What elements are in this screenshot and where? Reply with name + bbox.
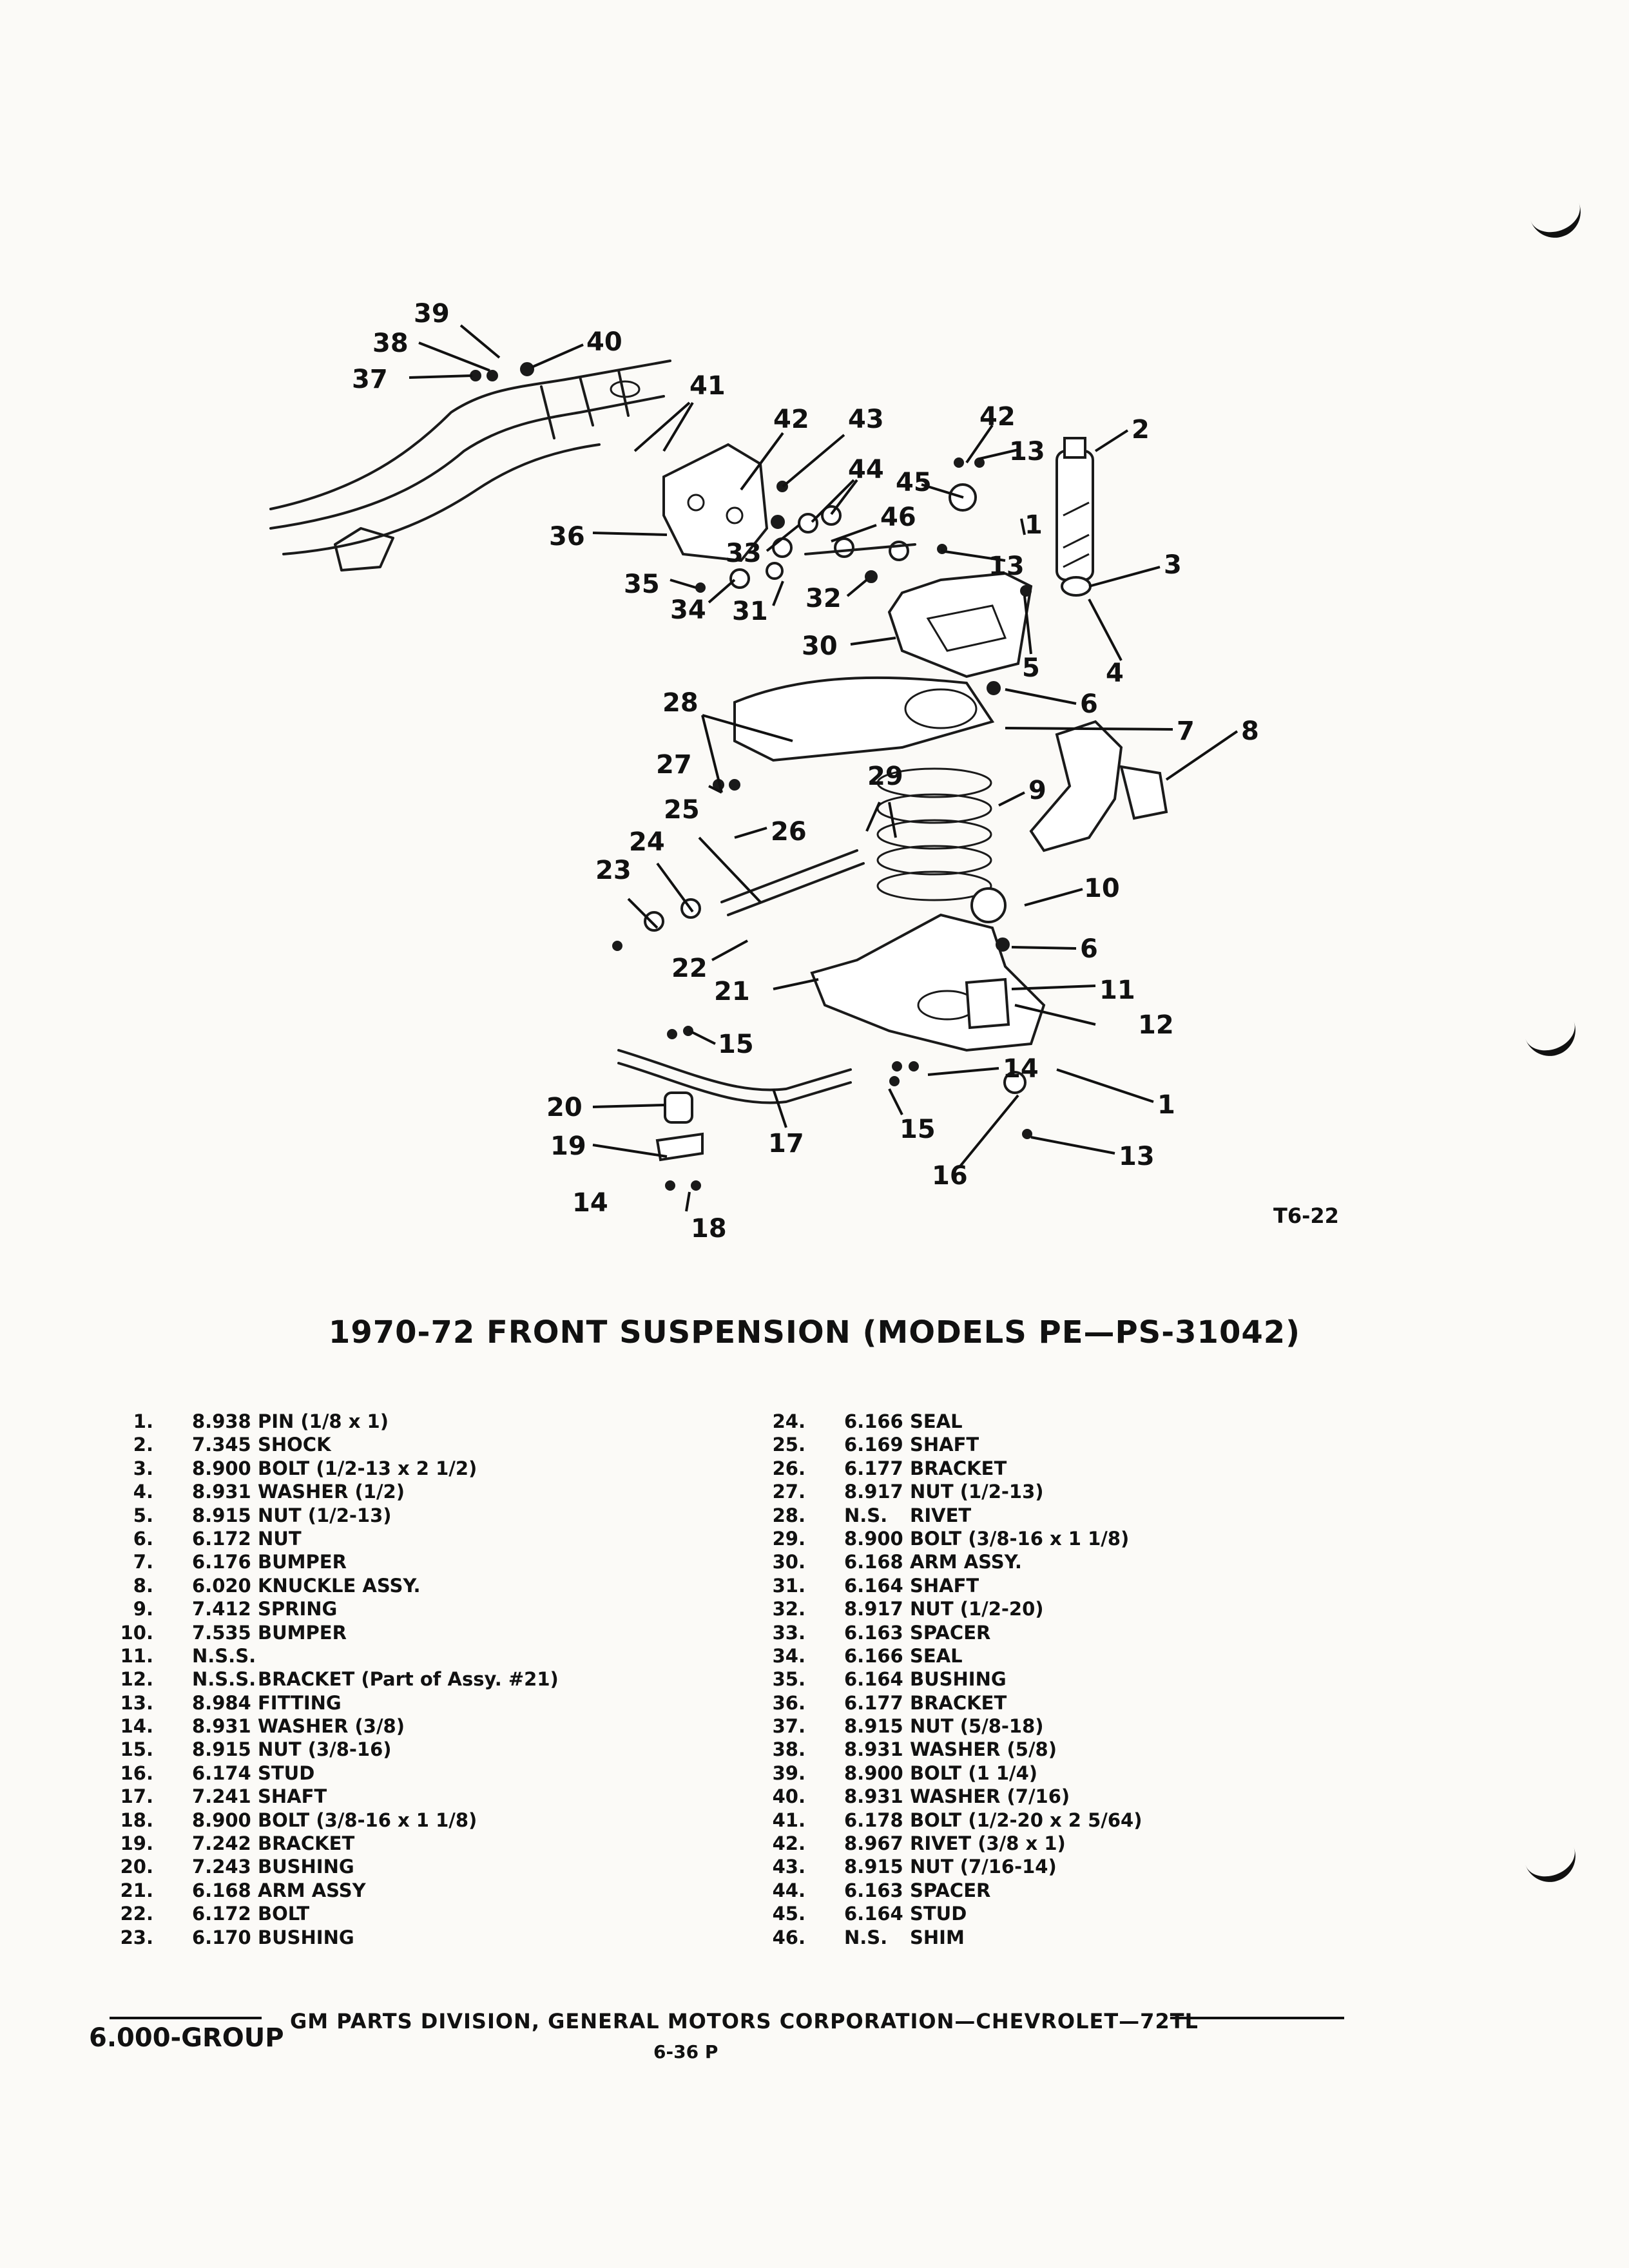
part-catalog-number: 6.176 [192,1551,251,1573]
callout-11: 11 [1099,975,1135,1005]
callout-21: 21 [714,977,750,1006]
part-catalog-number: 6.166 [844,1644,903,1667]
part-catalog-number: 7.241 [192,1785,251,1808]
part-number-index: 14. [120,1715,153,1738]
part-number-index: 37. [772,1715,805,1738]
callout-1a: 1 [1025,510,1043,540]
part-catalog-number: 6.164 [844,1903,903,1925]
part-number-index: 35. [772,1668,805,1691]
callout-23: 23 [595,856,631,885]
part-description: KNUCKLE ASSY. [258,1574,421,1597]
stabilizer-bracket-drawing [657,1093,702,1160]
part-description: NUT (7/16-14) [910,1856,1057,1878]
part-description: BUSHING [910,1668,1007,1691]
part-description: SHAFT [258,1785,327,1808]
part-description: BRACKET [258,1832,355,1855]
part-description: PIN (1/8 x 1) [258,1410,389,1432]
callout-13a: 13 [1009,437,1045,466]
part-number-index: 18. [120,1809,153,1831]
part-description: SPRING [258,1598,338,1620]
part-number-index: 10. [120,1621,153,1644]
part-catalog-number: 6.172 [192,1903,251,1925]
callout-18: 18 [691,1214,727,1244]
part-number-index: 44. [772,1879,805,1901]
footer-rule-right [1170,2017,1344,2019]
part-number-index: 32. [772,1598,805,1620]
part-description: SHOCK [258,1434,331,1456]
part-catalog-number: 6.172 [192,1527,251,1550]
part-catalog-number: N.S. [844,1504,888,1526]
part-catalog-number: 6.170 [192,1926,251,1948]
callout-26: 26 [771,817,807,847]
part-number-index: 8. [133,1574,153,1597]
part-number-index: 17. [120,1785,153,1808]
part-catalog-number: 6.177 [844,1457,903,1479]
part-catalog-number: 8.967 [844,1832,903,1855]
part-description: STUD [910,1903,967,1925]
part-catalog-number: 7.535 [192,1621,251,1644]
callout-24: 24 [629,827,665,857]
part-catalog-number: 6.174 [192,1762,251,1784]
part-description: BOLT (3/8-16 x 1 1/8) [258,1809,477,1831]
part-number-index: 16. [120,1762,153,1784]
part-catalog-number: 6.178 [844,1809,903,1831]
part-number-index: 31. [772,1574,805,1597]
callout-15a: 15 [718,1030,754,1059]
callout-25: 25 [664,795,700,825]
part-description: ARM ASSY. [910,1551,1022,1573]
figure-title: 1970-72 FRONT SUSPENSION (MODELS PE—PS-31042) [328,1314,1301,1350]
callout-8: 8 [1241,716,1259,746]
part-catalog-number: 6.169 [844,1434,903,1456]
shock-absorber-drawing [1057,438,1093,595]
part-number-index: 46. [772,1926,805,1948]
part-catalog-number: 6.168 [192,1879,251,1901]
part-catalog-number: 6.164 [844,1668,903,1691]
footer-corporation: GM PARTS DIVISION, GENERAL MOTORS CORPORATION—CHEVROLET—72TL [290,2009,1199,2033]
part-number-index: 39. [772,1762,805,1784]
footer-group-number: 6.000-GROUP [89,2023,284,2053]
part-description: RIVET [910,1504,972,1526]
part-catalog-number: N.S. [844,1926,888,1948]
part-number-index: 43. [772,1856,805,1878]
part-number-index: 20. [120,1856,153,1878]
part-catalog-number: 8.917 [844,1598,903,1620]
part-description: SHIM [910,1926,965,1948]
part-description: NUT (3/8-16) [258,1738,392,1761]
part-catalog-number: 8.984 [192,1691,251,1714]
part-number-index: 23. [120,1926,153,1948]
part-catalog-number: 7.345 [192,1434,251,1456]
part-number-index: 24. [772,1410,805,1432]
part-number-index: 4. [133,1481,153,1503]
part-description: SPACER [910,1621,991,1644]
part-catalog-number: 8.938 [192,1410,251,1432]
part-number-index: 11. [120,1644,153,1667]
lower-control-arm-drawing [812,915,1044,1050]
part-catalog-number: 8.900 [844,1527,903,1550]
part-number-index: 15. [120,1738,153,1761]
part-description: BUMPER [258,1551,347,1573]
callout-33: 33 [726,539,762,568]
part-number-index: 26. [772,1457,805,1479]
part-catalog-number: 6.168 [844,1551,903,1573]
callout-5: 5 [1022,653,1040,683]
part-catalog-number: 6.163 [844,1621,903,1644]
callout-2: 2 [1132,415,1150,445]
callout-45: 45 [896,468,932,497]
callout-13c: 13 [1119,1142,1155,1171]
part-description: SHAFT [910,1434,979,1456]
part-catalog-number: 6.166 [844,1410,903,1432]
callout-39: 39 [414,299,450,329]
part-number-index: 42. [772,1832,805,1855]
part-description: BOLT (1/2-13 x 2 1/2) [258,1457,477,1479]
callout-6b: 6 [1080,934,1098,964]
callout-37: 37 [352,365,388,394]
part-description: BOLT (1/2-20 x 2 5/64) [910,1809,1142,1831]
part-description: BOLT (1 1/4) [910,1762,1038,1784]
callout-20: 20 [546,1093,583,1122]
part-number-index: 22. [120,1903,153,1925]
part-number-index: 3. [133,1457,153,1479]
callout-19: 19 [550,1131,586,1161]
part-description: RIVET (3/8 x 1) [910,1832,1066,1855]
part-number-index: 38. [772,1738,805,1761]
frame-rail-drawing [271,361,670,570]
part-catalog-number: 6.164 [844,1574,903,1597]
part-description: BUSHING [258,1926,354,1948]
part-description: NUT (5/8-18) [910,1715,1044,1738]
callout-16: 16 [932,1161,968,1191]
part-number-index: 30. [772,1551,805,1573]
callout-32: 32 [805,584,842,613]
part-description: BRACKET (Part of Assy. #21) [258,1668,559,1691]
part-number-index: 21. [120,1879,153,1901]
callout-43: 43 [848,405,884,434]
callout-41: 41 [689,371,726,401]
part-catalog-number: 8.915 [844,1856,903,1878]
part-number-index: 2. [133,1434,153,1456]
callout-35: 35 [624,570,660,599]
part-catalog-number: N.S.S. [192,1668,256,1691]
callout-7: 7 [1177,716,1195,746]
part-description: NUT (1/2-13) [258,1504,392,1526]
part-number-index: 36. [772,1691,805,1714]
part-catalog-number: 8.931 [844,1738,903,1761]
callout-44: 44 [848,455,884,485]
callout-17: 17 [768,1129,804,1158]
part-catalog-number: 8.931 [192,1481,251,1503]
part-number-index: 12. [120,1668,153,1691]
callout-12: 12 [1138,1010,1174,1040]
part-number-index: 33. [772,1621,805,1644]
part-number-index: 29. [772,1527,805,1550]
callout-40: 40 [586,327,622,357]
callout-36: 36 [549,522,585,552]
part-description: BOLT (3/8-16 x 1 1/8) [910,1527,1130,1550]
part-description: STUD [258,1762,315,1784]
part-catalog-number: 8.915 [192,1738,251,1761]
part-number-index: 1. [133,1410,153,1432]
part-number-index: 19. [120,1832,153,1855]
part-number-index: 28. [772,1504,805,1526]
part-description: SEAL [910,1410,963,1432]
part-description: SEAL [910,1644,963,1667]
part-description: BRACKET [910,1457,1007,1479]
callout-6a: 6 [1080,689,1098,719]
part-number-index: 27. [772,1481,805,1503]
callout-29: 29 [867,762,903,791]
part-description: WASHER (5/8) [910,1738,1057,1761]
callout-34: 34 [670,595,706,625]
part-description: BUSHING [258,1856,354,1878]
callout-3: 3 [1164,550,1182,580]
part-number-index: 25. [772,1434,805,1456]
part-number-index: 13. [120,1691,153,1714]
steering-knuckle-drawing [1031,722,1166,850]
part-description: NUT (1/2-13) [910,1481,1044,1503]
part-description: WASHER (3/8) [258,1715,405,1738]
callout-27: 27 [656,750,692,780]
callout-10: 10 [1084,874,1120,903]
footer-rule-left [110,2017,262,2019]
part-catalog-number: 6.020 [192,1574,251,1597]
spring-seat-drawing [735,678,992,760]
part-number-index: 6. [133,1527,153,1550]
part-description: SPACER [910,1879,991,1901]
part-catalog-number: 7.243 [192,1856,251,1878]
callout-31: 31 [732,597,768,626]
part-description: FITTING [258,1691,342,1714]
part-catalog-number: 6.177 [844,1691,903,1714]
figure-code: T6-22 [1273,1204,1339,1228]
callout-15b: 15 [900,1115,936,1144]
part-number-index: 7. [133,1551,153,1573]
part-catalog-number: 8.915 [192,1504,251,1526]
callout-22: 22 [671,954,708,983]
part-description: ARM ASSY [258,1879,366,1901]
callout-1b: 1 [1157,1090,1175,1120]
part-description: BOLT [258,1903,310,1925]
part-catalog-number: 8.917 [844,1481,903,1503]
part-description: BUMPER [258,1621,347,1644]
part-catalog-number: N.S.S. [192,1644,256,1667]
part-catalog-number: 7.242 [192,1832,251,1855]
callout-9: 9 [1028,776,1046,805]
callout-46: 46 [880,503,916,532]
callout-30: 30 [802,631,838,661]
part-description: NUT (1/2-20) [910,1598,1044,1620]
callout-14a: 14 [1003,1054,1039,1084]
callout-42a: 42 [773,405,809,434]
part-description: NUT [258,1527,302,1550]
callout-4: 4 [1106,658,1124,688]
part-catalog-number: 8.900 [192,1809,251,1831]
callout-42b: 42 [979,402,1016,432]
footer-page-number: 6-36 P [653,2041,718,2062]
part-catalog-number: 8.900 [192,1457,251,1479]
part-description: BRACKET [910,1691,1007,1714]
part-catalog-number: 8.900 [844,1762,903,1784]
part-number-index: 9. [133,1598,153,1620]
part-catalog-number: 8.931 [844,1785,903,1808]
callout-28: 28 [662,688,699,718]
part-number-index: 40. [772,1785,805,1808]
part-number-index: 41. [772,1809,805,1831]
part-description: SHAFT [910,1574,979,1597]
callout-38: 38 [372,329,409,358]
part-number-index: 45. [772,1903,805,1925]
part-description: WASHER (1/2) [258,1481,405,1503]
callout-13b: 13 [988,552,1025,581]
part-catalog-number: 8.915 [844,1715,903,1738]
part-catalog-number: 8.931 [192,1715,251,1738]
part-description: WASHER (7/16) [910,1785,1070,1808]
callout-14b: 14 [572,1188,608,1218]
part-catalog-number: 6.163 [844,1879,903,1901]
part-number-index: 34. [772,1644,805,1667]
part-catalog-number: 7.412 [192,1598,251,1620]
part-number-index: 5. [133,1504,153,1526]
